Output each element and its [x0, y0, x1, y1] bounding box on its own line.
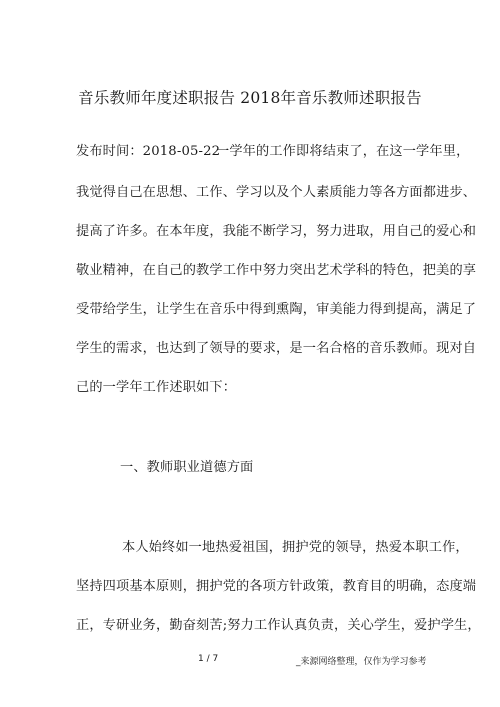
paragraph-line: 受带给学生，让学生在音乐中得到熏陶，审美能力得到提高，满足了 [76, 302, 477, 317]
paragraph-line: 我觉得自己在思想、工作、学习以及个人素质能力等各方面都进步、 [76, 185, 477, 200]
paragraph-line: 己的一学年工作述职如下： [76, 380, 237, 395]
paragraph-line: 正，专研业务，勤奋刻苦;努力工作认真负责，关心学生，爱护学生， [76, 618, 481, 633]
paragraph-line: 学生的需求，也达到了领导的要求，是一名合格的音乐教师。现对自 [76, 341, 477, 356]
document-title: 音乐教师年度述职报告 2018年音乐教师述职报告 [78, 89, 422, 107]
paragraph-line [76, 140, 469, 159]
paragraph-line: 坚持四项基本原则，拥护党的各项方针政策，教育目的明确，态度端 [76, 579, 477, 594]
page-number: 1 / 7 [198, 654, 219, 664]
paragraph-line: 本人始终如一地热爱祖国，拥护党的领导，热爱本职工作， [122, 540, 469, 555]
paragraph-line: 敬业精神，在自己的教学工作中努力突出艺术学科的特色，把美的享 [76, 263, 477, 278]
section-heading: 一、教师职业道德方面 [120, 460, 254, 475]
paragraph-text: 一学年的工作即将结束了，在这一学年里， [216, 144, 470, 159]
footer-note: _来源网络整理，仅作为学习参考 [296, 657, 427, 667]
paragraph-line: 提高了许多。在本年度，我能不断学习，努力进取，用自己的爱心和 [76, 224, 477, 239]
publish-date: 发布时间：2018-05-22 [76, 144, 221, 159]
